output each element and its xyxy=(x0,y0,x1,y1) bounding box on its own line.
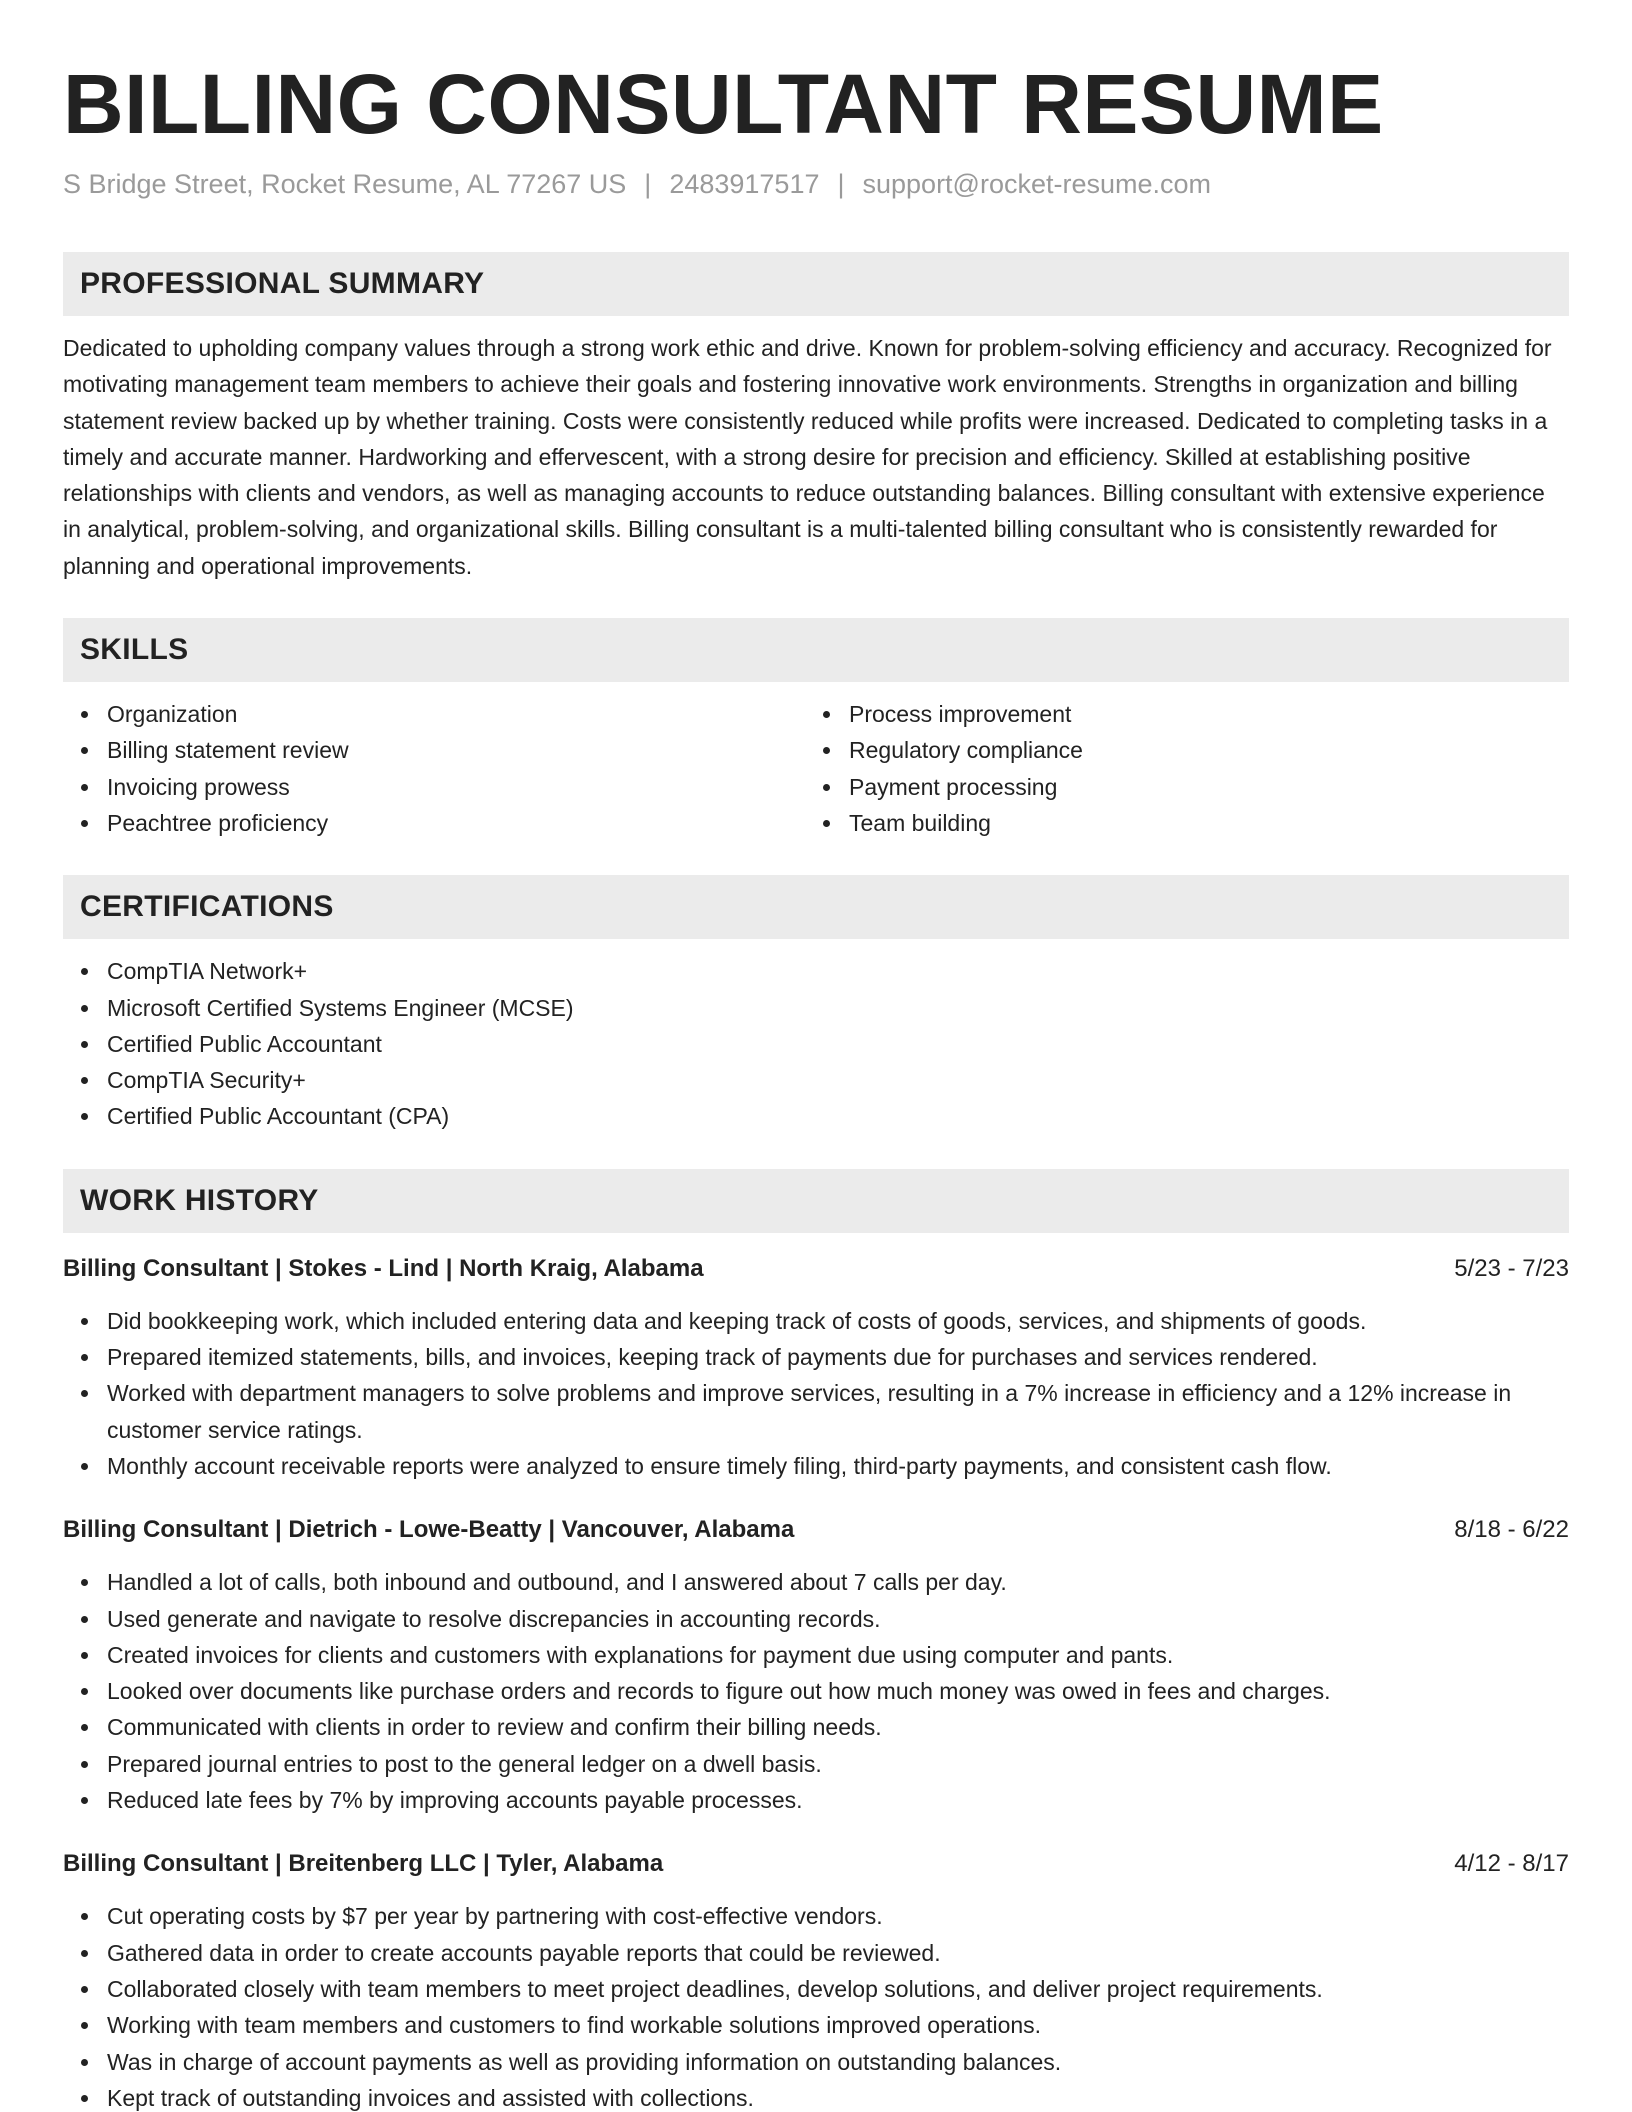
job-bullets xyxy=(63,1303,1569,1484)
certifications-heading: CERTIFICATIONS xyxy=(63,875,1569,939)
job-entry xyxy=(63,1846,1569,2112)
skill-item: Invoicing prowess xyxy=(107,769,805,805)
job-bullet: Prepared journal entries to post to the general ledger on a dwell basis. xyxy=(107,1746,1569,1782)
job-header xyxy=(63,1251,1569,1287)
skill-item: Payment processing xyxy=(849,769,1547,805)
job-entry xyxy=(63,1251,1569,1484)
job-title: Billing Consultant | Dietrich - Lowe-Beatty | Vancouver, Alabama xyxy=(63,1516,795,1544)
job-bullet: Collaborated closely with team members to meet project deadlines, develop solutions, and deliver project requirements. xyxy=(107,1971,1569,2007)
summary-text: Dedicated to upholding company values through a strong work ethic and drive. Known for problem-solving efficiency and accuracy. Recognized for motivating management team members to achieve their goals and fostering innovative work environments. Strengths in organization and billing statement review backed up by whether training. Costs were consistently reduced while profits were increased. Dedicated to completing tasks in a timely and accurate manner. Hardworking and effervescent, with a strong desire for precision and efficiency. Skilled at establishing positive relationships with clients and vendors, as well as managing accounts to reduce outstanding balances. Billing consultant with extensive experience in analytical, problem-solving, and organizational skills. Billing consultant is a multi-talented billing consultant who is consistently rewarded for planning and operational improvements. xyxy=(63,335,1552,579)
job-title: Billing Consultant | Stokes - Lind | North Kraig, Alabama xyxy=(63,1254,704,1282)
skills-list-right xyxy=(805,696,1547,841)
contact-separator: | xyxy=(837,169,845,199)
work-history-heading: WORK HISTORY xyxy=(63,1169,1569,1233)
contact-separator: | xyxy=(644,169,652,199)
job-bullet: Worked with department managers to solve problems and improve services, resulting in a 7% increase in efficiency and a 12% increase in customer service ratings. xyxy=(107,1375,1569,1448)
certifications-section xyxy=(63,875,1569,1134)
job-bullet: Monthly account receivable reports were analyzed to ensure timely filing, third-party payments, and consistent cash flow. xyxy=(107,1448,1569,1484)
contact-line xyxy=(63,166,1569,202)
contact-email: support@rocket-resume.com xyxy=(862,169,1212,199)
summary-heading: PROFESSIONAL SUMMARY xyxy=(63,252,1569,316)
job-bullets xyxy=(63,1898,1569,2112)
job-bullet: Kept track of outstanding invoices and assisted with collections. xyxy=(107,2080,1569,2112)
job-dates: 8/18 - 6/22 xyxy=(1454,1516,1569,1544)
resume-title: BILLING CONSULTANT RESUME xyxy=(63,57,1384,151)
job-bullet: Used generate and navigate to resolve discrepancies in accounting records. xyxy=(107,1601,1569,1637)
certification-item: CompTIA Security+ xyxy=(107,1062,1569,1098)
certification-item: Certified Public Accountant xyxy=(107,1026,1569,1062)
job-title: Billing Consultant | Breitenberg LLC | Tyler, Alabama xyxy=(63,1850,664,1878)
job-bullet: Communicated with clients in order to review and confirm their billing needs. xyxy=(107,1709,1569,1745)
certifications-list xyxy=(63,953,1569,1134)
skill-item: Regulatory compliance xyxy=(849,732,1547,768)
job-bullet: Gathered data in order to create accounts payable reports that could be reviewed. xyxy=(107,1935,1569,1971)
job-bullet: Cut operating costs by $7 per year by partnering with cost-effective vendors. xyxy=(107,1898,1569,1934)
skills-section xyxy=(63,618,1569,841)
certification-item: CompTIA Network+ xyxy=(107,953,1569,989)
job-header xyxy=(63,1512,1569,1548)
contact-phone: 2483917517 xyxy=(669,169,820,199)
summary-section xyxy=(63,252,1569,584)
job-bullet: Was in charge of account payments as well as providing information on outstanding balances. xyxy=(107,2044,1569,2080)
skill-item: Peachtree proficiency xyxy=(107,805,805,841)
job-dates: 4/12 - 8/17 xyxy=(1454,1850,1569,1878)
job-bullet: Handled a lot of calls, both inbound and outbound, and I answered about 7 calls per day. xyxy=(107,1564,1569,1600)
skills-grid xyxy=(63,682,1569,841)
skills-heading: SKILLS xyxy=(63,618,1569,682)
work-history-section xyxy=(63,1169,1569,2112)
job-bullet: Prepared itemized statements, bills, and invoices, keeping track of payments due for purchases and services rendered. xyxy=(107,1339,1569,1375)
contact-address: S Bridge Street, Rocket Resume, AL 77267 US xyxy=(63,169,627,199)
job-bullet: Working with team members and customers to find workable solutions improved operations. xyxy=(107,2007,1569,2043)
job-header xyxy=(63,1846,1569,1882)
job-bullet: Looked over documents like purchase orders and records to figure out how much money was owed in fees and charges. xyxy=(107,1673,1569,1709)
skill-item: Process improvement xyxy=(849,696,1547,732)
skill-item: Team building xyxy=(849,805,1547,841)
job-bullet: Created invoices for clients and customers with explanations for payment due using computer and pants. xyxy=(107,1637,1569,1673)
certification-item: Certified Public Accountant (CPA) xyxy=(107,1098,1569,1134)
job-bullet: Did bookkeeping work, which included entering data and keeping track of costs of goods, services, and shipments of goods. xyxy=(107,1303,1569,1339)
certification-item: Microsoft Certified Systems Engineer (MCSE) xyxy=(107,990,1569,1026)
job-bullets xyxy=(63,1564,1569,1818)
skill-item: Billing statement review xyxy=(107,732,805,768)
skill-item: Organization xyxy=(107,696,805,732)
job-bullet: Reduced late fees by 7% by improving accounts payable processes. xyxy=(107,1782,1569,1818)
job-dates: 5/23 - 7/23 xyxy=(1454,1254,1569,1282)
skills-list-left xyxy=(63,696,805,841)
job-entry xyxy=(63,1512,1569,1818)
